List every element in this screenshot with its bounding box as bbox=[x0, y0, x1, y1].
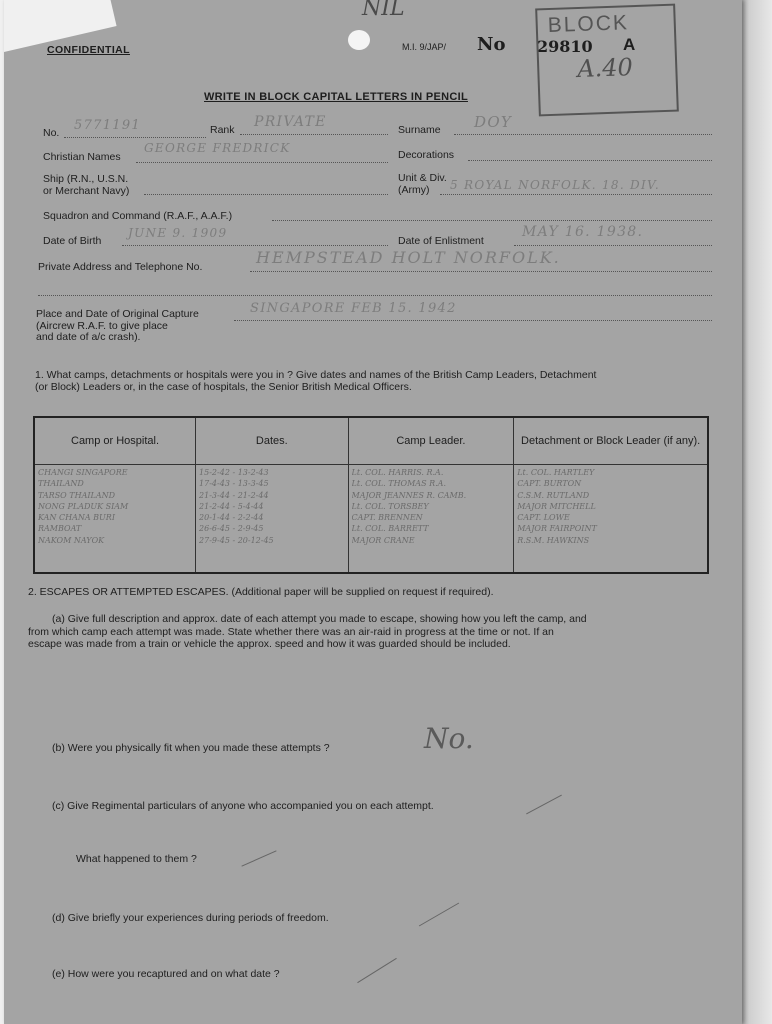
squadron-line bbox=[272, 220, 712, 221]
ship-label bbox=[43, 173, 129, 197]
table-cell: MAJOR CRANE bbox=[351, 535, 415, 545]
table-cell: CAPT. BURTON bbox=[517, 479, 582, 489]
address-line-2 bbox=[38, 295, 712, 296]
squadron-label: Squadron and Command (R.A.F., A.A.F.) bbox=[43, 210, 233, 222]
dob-value: JUNE 9. 1909 bbox=[128, 226, 228, 240]
table-cell: TARSO THAILAND bbox=[38, 490, 116, 500]
pow-form-sheet bbox=[4, 0, 742, 1024]
escapes-e: (e) How were you recaptured and on what date ? bbox=[52, 968, 280, 980]
capture-label-line-1: Place and Date of Original Capture bbox=[36, 308, 199, 320]
capture-label bbox=[36, 309, 199, 344]
camp-leader-column bbox=[348, 465, 514, 574]
dob-line bbox=[122, 245, 388, 246]
camp-column bbox=[34, 465, 196, 574]
decorations-line bbox=[468, 160, 712, 161]
unit-label bbox=[398, 172, 447, 196]
enlistment-value: MAY 16. 1938. bbox=[522, 224, 644, 240]
table-cell: C.S.M. RUTLAND bbox=[517, 490, 590, 500]
unit-value: 5 ROYAL NORFOLK. 18. DIV. bbox=[450, 178, 661, 192]
table-cell: THAILAND bbox=[38, 479, 84, 489]
question-1 bbox=[35, 369, 596, 393]
pencil-dash bbox=[526, 795, 562, 815]
stamp-handwritten: A.40 bbox=[576, 53, 634, 84]
table-cell: 17-4-43 - 13-3-45 bbox=[199, 479, 269, 489]
detachment-leader-column bbox=[514, 465, 708, 574]
table-cell: NAKOM NAYOK bbox=[38, 535, 105, 545]
table-cell: 21-2-44 - 5-4-44 bbox=[199, 501, 264, 511]
rank-label: Rank bbox=[210, 124, 235, 136]
table-cell: Lt. COL. HARRIS. R.A. bbox=[351, 468, 444, 477]
pencil-dash bbox=[241, 850, 276, 866]
table-cell: Lt. COL. HARTLEY bbox=[517, 468, 595, 477]
escapes-b: (b) Were you physically fit when you made these attempts ? bbox=[52, 742, 330, 754]
unit-line bbox=[440, 194, 712, 195]
table-cell: Lt. COL. THOMAS R.A. bbox=[351, 479, 446, 489]
escapes-title: 2. ESCAPES OR ATTEMPTED ESCAPES. (Additional paper will be supplied on request if required). bbox=[28, 586, 494, 598]
enlistment-label: Date of Enlistment bbox=[398, 235, 484, 247]
unit-label-line-2: (Army) bbox=[398, 184, 430, 196]
escapes-b-answer: No. bbox=[424, 722, 474, 755]
stamp-text: BLOCK bbox=[547, 11, 630, 38]
escapes-d: (d) Give briefly your experiences during periods of freedom. bbox=[52, 912, 329, 924]
escapes-a-line-1: (a) Give full description and approx. date of each attempt you made to escape, showing how you left the camp, and bbox=[52, 613, 587, 625]
address-value: HEMPSTEAD HOLT NORFOLK. bbox=[256, 248, 561, 267]
number-label: No bbox=[477, 34, 506, 55]
header-detachment-leader: Detachment or Block Leader (if any). bbox=[514, 417, 708, 465]
camp-table-body bbox=[34, 465, 708, 574]
table-cell: 15-2-42 - 13-2-43 bbox=[199, 468, 269, 477]
christian-names-value: GEORGE FREDRICK bbox=[144, 141, 291, 155]
no-value: 5771191 bbox=[74, 118, 141, 133]
header-camp-leader: Camp Leader. bbox=[348, 417, 514, 465]
punch-hole bbox=[348, 30, 370, 50]
capture-label-line-2: (Aircrew R.A.F. to give place bbox=[36, 319, 168, 332]
block-stamp bbox=[535, 4, 679, 117]
capture-value: SINGAPORE FEB 15. 1942 bbox=[250, 301, 457, 316]
enlistment-line bbox=[514, 245, 712, 246]
surname-line bbox=[454, 134, 712, 135]
form-number: 29810 bbox=[537, 37, 593, 56]
ship-label-line-2: or Merchant Navy) bbox=[43, 185, 130, 197]
header-dates: Dates. bbox=[196, 417, 349, 465]
table-cell: MAJOR JEANNES R. CAMB. bbox=[351, 490, 467, 500]
form-title: WRITE IN BLOCK CAPITAL LETTERS IN PENCIL bbox=[204, 91, 468, 103]
no-line bbox=[64, 137, 206, 138]
christian-names-label: Christian Names bbox=[43, 151, 121, 163]
block-letter: A bbox=[623, 35, 636, 54]
escapes-a-line-2: from which camp each attempt was made. State whether there was an air-raid in progress at the time or not. If an bbox=[28, 625, 554, 638]
ship-line bbox=[144, 194, 388, 195]
table-cell: CAPT. BRENNEN bbox=[351, 513, 423, 523]
corner-note: NIL bbox=[362, 0, 405, 21]
question-1-line-1: 1. What camps, detachments or hospitals were you in ? Give dates and names of the British Camp Leaders, Detachment bbox=[35, 369, 597, 381]
table-cell: CAPT. LOWE bbox=[517, 513, 570, 523]
table-cell: MAJOR FAIRPOINT bbox=[517, 524, 597, 534]
address-label: Private Address and Telephone No. bbox=[38, 261, 203, 273]
dates-column bbox=[196, 465, 349, 574]
table-cell: Lt. COL. TORSBEY bbox=[351, 501, 429, 511]
capture-line bbox=[234, 320, 712, 321]
decorations-label: Decorations bbox=[398, 149, 455, 161]
table-cell: NONG PLADUK SIAM bbox=[38, 501, 129, 511]
escapes-c: (c) Give Regimental particulars of anyone who accompanied you on each attempt. bbox=[52, 800, 434, 812]
address-line bbox=[250, 271, 712, 272]
surname-label: Surname bbox=[398, 124, 441, 136]
escapes-c-followup: What happened to them ? bbox=[76, 853, 197, 865]
escapes-a-line-3: escape was made from a train or vehicle the approx. speed and how it was guarded should be included. bbox=[28, 638, 511, 650]
ship-label-line-1: Ship (R.N., U.S.N. bbox=[43, 173, 129, 185]
table-cell: RAMBOAT bbox=[38, 524, 82, 534]
confidential-label: CONFIDENTIAL bbox=[47, 44, 130, 56]
dob-label: Date of Birth bbox=[43, 235, 102, 247]
table-cell: MAJOR MITCHELL bbox=[517, 501, 596, 511]
camp-table-header-row bbox=[34, 417, 708, 465]
table-cell: KAN CHANA BURI bbox=[38, 513, 115, 523]
no-label: No. bbox=[43, 127, 60, 139]
unit-label-line-1: Unit & Div. bbox=[398, 172, 447, 184]
rank-line bbox=[240, 134, 388, 135]
pencil-dash bbox=[419, 903, 459, 927]
table-cell: 26-6-45 - 2-9-45 bbox=[199, 524, 264, 534]
christian-names-line bbox=[136, 162, 388, 163]
table-cell: CHANGI SINGAPORE bbox=[38, 468, 128, 477]
question-1-line-2: (or Block) Leaders or, in the case of hospitals, the Senior British Medical Officers. bbox=[35, 381, 412, 393]
table-cell: Lt. COL. BARRETT bbox=[351, 524, 429, 534]
surname-value: DOY bbox=[474, 113, 513, 131]
capture-label-line-3: and date of a/c crash). bbox=[36, 331, 141, 343]
table-cell: R.S.M. HAWKINS bbox=[517, 535, 590, 545]
header-camp: Camp or Hospital. bbox=[34, 417, 196, 465]
form-ref: M.I. 9/JAP/ bbox=[402, 42, 447, 52]
table-cell: 21-3-44 - 21-2-44 bbox=[199, 490, 269, 500]
table-cell: 27-9-45 - 20-12-45 bbox=[199, 535, 274, 545]
camp-table bbox=[33, 416, 709, 574]
pencil-dash bbox=[357, 958, 397, 983]
escapes-a bbox=[28, 613, 587, 651]
rank-value: PRIVATE bbox=[254, 114, 327, 130]
table-cell: 20-1-44 - 2-2-44 bbox=[199, 513, 264, 523]
